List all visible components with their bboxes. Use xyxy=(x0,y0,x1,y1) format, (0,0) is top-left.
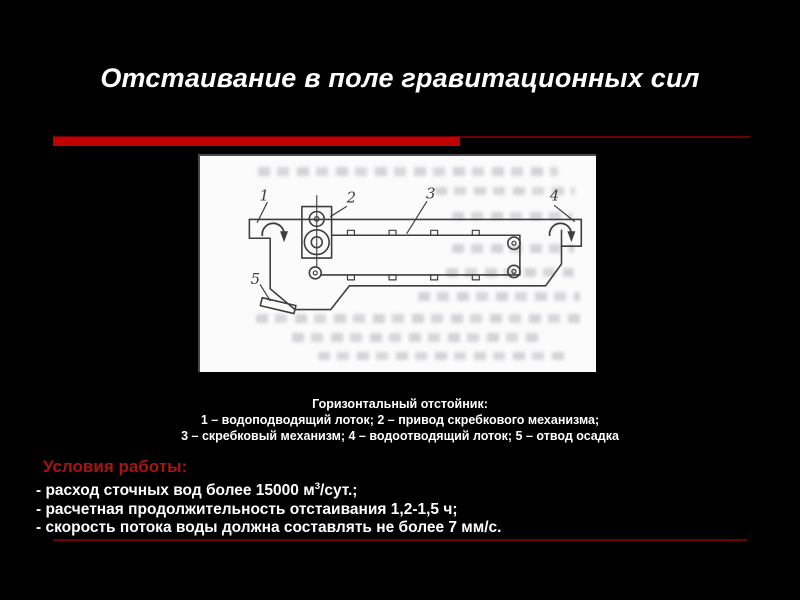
inlet-flow-arrow xyxy=(262,223,288,242)
caption-title: Горизонтальный отстойник: xyxy=(312,397,488,411)
caption-legend-line: 3 – скребковый механизм; 4 – водоотводящий лоток; 5 – отвод осадка xyxy=(181,429,619,443)
callout-1: 1 xyxy=(259,186,269,205)
callout-2: 2 xyxy=(346,188,357,207)
condition-item: - расход сточных вод более 15000 $м^3$/сут.; xyxy=(36,481,358,500)
callout-4: 4 xyxy=(549,186,560,205)
settling-tank-diagram xyxy=(200,156,596,372)
scraper-chain xyxy=(321,230,520,280)
figure-caption xyxy=(0,396,800,444)
scraper-drive-unit xyxy=(302,196,332,279)
callout-5: 5 xyxy=(250,269,261,288)
condition-item: - расчетная продолжительность отстаивания 1,2-1,5 ч; xyxy=(36,500,458,518)
page-title: Отстаивание в поле гравитационных сил xyxy=(100,63,700,93)
condition-item: - скорость потока воды должна составлять не более 7 мм/с. xyxy=(36,518,502,536)
bottom-rule xyxy=(53,539,747,541)
callout-3: 3 xyxy=(425,184,436,203)
caption-legend-line: 1 – водоподводящий лоток; 2 – привод скребкового механизма; xyxy=(200,413,600,427)
superscript: 3 xyxy=(314,481,321,492)
tank-outline xyxy=(249,219,581,309)
accent-rule-thick xyxy=(53,137,460,146)
conditions-list xyxy=(36,478,756,537)
conditions-heading: Условия работы: xyxy=(43,457,188,476)
outlet-flow-arrow xyxy=(550,223,576,242)
figure-panel xyxy=(198,154,596,372)
